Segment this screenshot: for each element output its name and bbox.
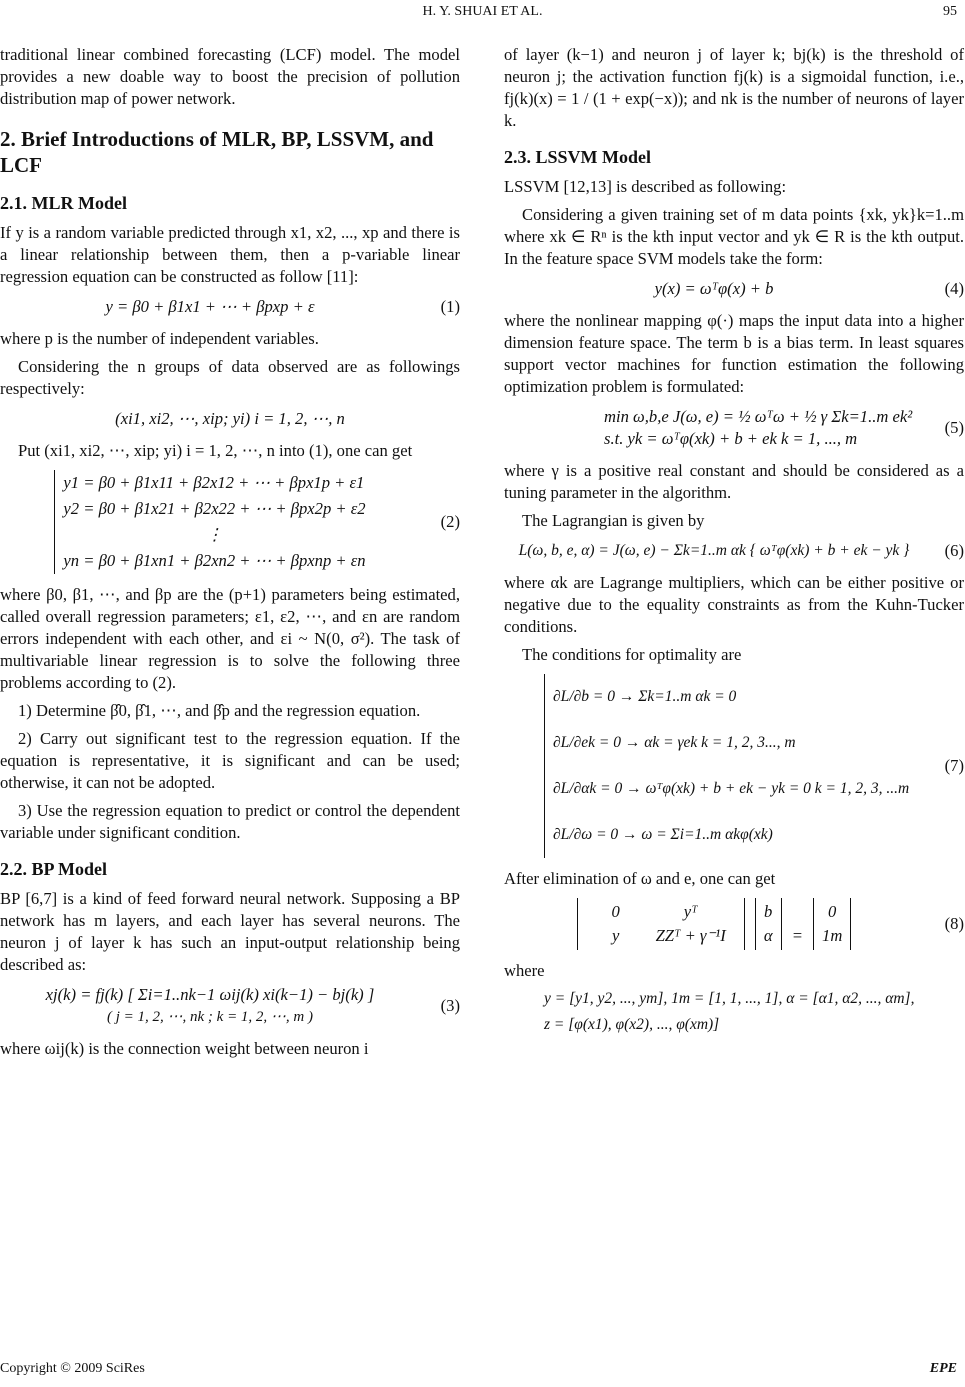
equation-line: ∂L/∂αk = 0 → ωᵀφ(xk) + b + ek − yk = 0 k = 1, 2, 3, ...m — [553, 780, 910, 797]
left-column — [0, 44, 460, 1066]
equation-system — [544, 674, 909, 858]
section-heading: 2. Brief Introductions of MLR, BP, LSSVM, and LCF — [0, 127, 434, 177]
equation-number: (2) — [440, 512, 460, 531]
paragraph: where γ is a positive real constant and should be considered as a tuning parameter in the algorithm. — [504, 461, 964, 502]
header-title: H. Y. SHUAI ET AL. — [422, 4, 543, 19]
matrix-middle — [755, 898, 782, 950]
equation-number: (5) — [944, 418, 964, 437]
equation-where-line: z = [φ(x1), φ(x2), ..., φ(xm)] — [544, 1016, 720, 1033]
page-number: 95 — [943, 4, 957, 19]
paragraph: where p is the number of independent variables. — [0, 329, 319, 348]
equation-number: (4) — [944, 279, 964, 298]
journal-name: EPE — [929, 1361, 957, 1376]
equation-line: y2 = β0 + β1x21 + β2x22 + ⋯ + βpx2p + ε2 — [63, 499, 366, 518]
running-header — [0, 4, 965, 26]
matrix-cell: 1m — [822, 926, 843, 945]
equation-line: ∂L/∂ek = 0 → αk = γek k = 1, 2, 3..., m — [553, 734, 796, 751]
subsection-heading-lssvm: 2.3. LSSVM Model — [504, 147, 652, 167]
equation-number: (3) — [440, 996, 460, 1015]
equation-body: L(ω, b, e, α) = J(ω, e) − Σk=1..m αk { ωᵀφ(xk) + b + ek − yk } — [518, 542, 910, 559]
paragraph: The Lagrangian is given by — [522, 511, 705, 530]
page-footer — [0, 1361, 965, 1381]
matrix-left — [577, 898, 745, 950]
paragraph: where αk are Lagrange multipliers, which can be either positive or negative due to the equality constraints as from the Kuhn-Tucker conditions. — [504, 573, 964, 636]
equation-line: y1 = β0 + β1x11 + β2x12 + ⋯ + βpx1p + ε1 — [63, 473, 365, 492]
equation-body: y(x) = ωᵀφ(x) + b — [654, 279, 774, 298]
matrix-cell: α — [763, 926, 773, 945]
equation-line: ∂L/∂b = 0 → Σk=1..m αk = 0 — [553, 688, 737, 705]
matrix-cell: 0 — [828, 902, 837, 921]
paragraph: Considering a given training set of m data points {xk, yk}k=1..m where xk ∈ Rⁿ is the kth input vector and yk ∈ R is the kth output. In the feature space SVM models take the form: — [504, 205, 964, 268]
equation-1 — [0, 296, 460, 318]
matrix-cell: yᵀ — [683, 902, 698, 921]
equation-line: yn = β0 + β1xn1 + β2xn2 + ⋯ + βpxnp + εn — [63, 551, 366, 570]
matrix-cell: y — [611, 926, 620, 945]
paragraph: After elimination of ω and e, one can get — [504, 869, 776, 888]
equation-line: s.t. yk = ωᵀφ(xk) + b + ek k = 1, ..., m — [604, 429, 858, 448]
equation-line: ∂L/∂ω = 0 → ω = Σi=1..m αkφ(xk) — [553, 826, 773, 843]
paragraph: 3) Use the regression equation to predict or control the dependent variable under significant condition. — [0, 801, 460, 842]
paragraph: Put (xi1, xi2, ⋯, xip; yi) i = 1, 2, ⋯, n into (1), one can get — [18, 441, 413, 460]
paragraph: of layer (k−1) and neuron j of layer k; bj(k) is the threshold of neuron j; the activation function fj(k) is a sigmoidal function, i.e., fj(k)(x) = 1 / (1 + exp(−x)); and nk is the number of neurons of layer k. — [504, 45, 964, 130]
equation-where-line: y = [y1, y2, ..., ym], 1m = [1, 1, ..., 1], α = [α1, α2, ..., αm], — [544, 990, 915, 1007]
equation-6 — [504, 540, 964, 562]
equation-line: min ω,b,e J(ω, e) = ½ ωᵀω + ½ γ Σk=1..m ek² — [604, 407, 913, 426]
equation-2 — [0, 470, 460, 574]
paragraph: where the nonlinear mapping φ(·) maps the input data into a higher dimension feature space. The term b is a bias term. In least squares support vector machines for function estimation the following optimization problem is formulated: — [504, 311, 964, 396]
intro-text: traditional linear combined forecasting (LCF) model. The model provides a new doable way to boost the precision of pollution distribution map of power network. — [0, 45, 460, 108]
paragraph: If y is a random variable predicted through x1, x2, ..., xp and there is a linear relationship between them, then a p-variable linear regression equation can be constructed as follow [11]: — [0, 223, 460, 286]
equation-number: (7) — [944, 756, 964, 775]
matrix-cell: ZZᵀ + γ⁻¹I — [655, 926, 726, 945]
subsection-heading-mlr: 2.1. MLR Model — [0, 193, 127, 213]
paragraph: where ωij(k) is the connection weight between neuron i — [0, 1039, 369, 1058]
copyright: Copyright © 2009 SciRes — [0, 1361, 145, 1376]
paragraph: BP [6,7] is a kind of feed forward neural network. Supposing a BP network has m layers, and each layer has several neurons. The neuron j of layer k has such an input-output relationship being described as: — [0, 889, 460, 974]
equation-data — [0, 408, 460, 430]
equation-4 — [504, 278, 964, 300]
equation-5 — [504, 406, 964, 450]
equation-line: ⋮ — [206, 525, 223, 544]
paragraph: The conditions for optimality are — [522, 645, 742, 664]
matrix-cell: b — [764, 902, 773, 921]
paragraph: where β0, β1, ⋯, and βp are the (p+1) parameters being estimated, called overall regression parameters; ε1, ε2, ⋯, and εn are random errors independent with each other, and εi ~ N(0, σ²). The task of multivariable linear regression is to solve the following three problems according to (2). — [0, 585, 460, 692]
equation-number: (1) — [440, 297, 460, 316]
matrix-cell: 0 — [611, 902, 620, 921]
paragraph: LSSVM [12,13] is described as following: — [504, 177, 787, 196]
equation-body: (xi1, xi2, ⋯, xip; yi) i = 1, 2, ⋯, n — [115, 409, 345, 428]
subsection-heading-bp: 2.2. BP Model — [0, 859, 107, 879]
equation-system — [54, 470, 365, 574]
equation-7 — [504, 674, 964, 858]
paragraph: 1) Determine β̂0, β̂1, ⋯, and β̂p and the regression equation. — [18, 701, 421, 720]
equation-line: ( j = 1, 2, ⋯, nk ; k = 1, 2, ⋯, m ) — [106, 1009, 314, 1025]
equation-number: (6) — [944, 541, 964, 560]
right-column — [504, 44, 964, 1036]
paragraph: 2) Carry out significant test to the regression equation. If the equation is representative, it is significant and can be used; otherwise, it can not be adopted. — [0, 729, 460, 792]
matrix-right — [813, 898, 851, 950]
paragraph: Considering the n groups of data observed are as followings respectively: — [0, 357, 460, 398]
equation-line: xj(k) = fj(k) [ Σi=1..nk−1 ωij(k) xi(k−1) − bj(k) ] — [45, 985, 375, 1004]
equation-body: y = β0 + β1x1 + ⋯ + βpxp + ε — [105, 297, 315, 316]
equation-3 — [0, 984, 460, 1028]
equation-8: 0 yᵀ y ZZᵀ + γ⁻¹I b α = 0 1m (8) — [504, 898, 964, 950]
paragraph: where — [504, 961, 545, 980]
equation-number: (8) — [944, 914, 964, 933]
